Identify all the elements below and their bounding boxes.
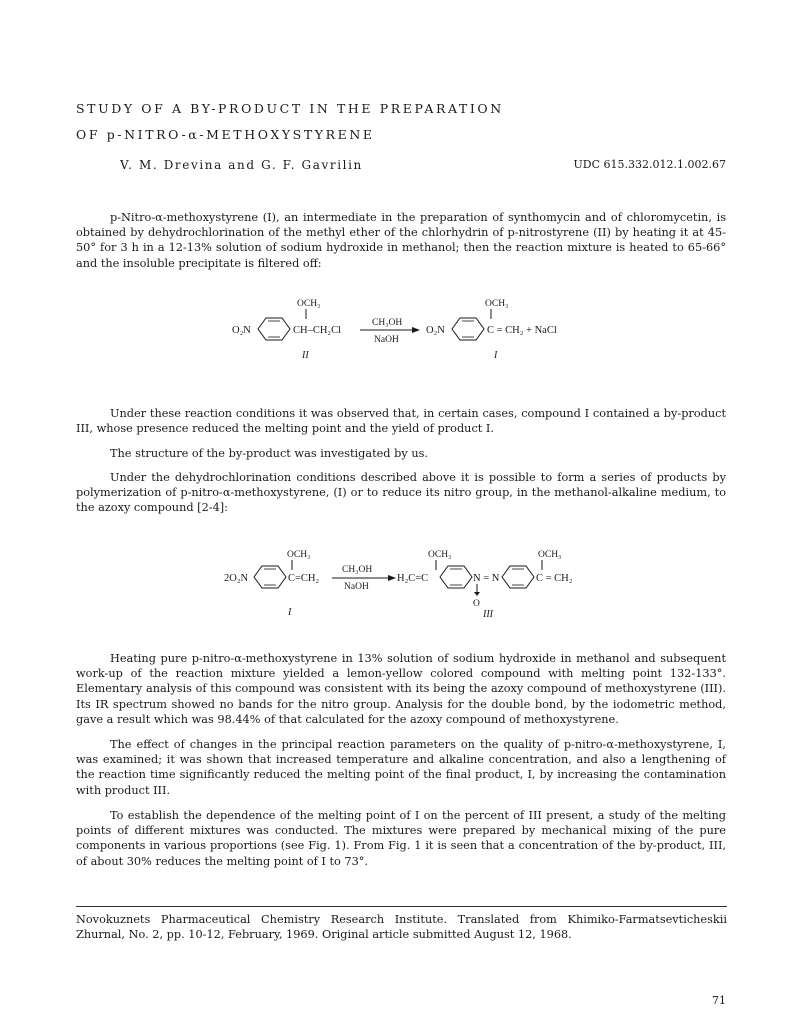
scheme2-label-left: I (288, 607, 292, 618)
scheme2-right-chain: C = CH₂ (536, 573, 573, 584)
scheme2-och3-middle: OCH₃ (428, 550, 452, 560)
scheme2-h2c: H₂C=C (397, 573, 429, 584)
scheme1-och3-right: OCH₃ (485, 299, 509, 309)
paper-title-line-1: STUDY OF A BY-PRODUCT IN THE PREPARATION (76, 101, 504, 116)
scheme1-o2n-right: O₂N (426, 325, 445, 336)
udc-code: UDC 615.332.012.1.002.67 (573, 158, 726, 171)
scheme2-och3-left: OCH₃ (287, 550, 311, 560)
scheme2-och3-right: OCH₃ (538, 550, 562, 560)
scheme2-left-chain: C=CH₂ (288, 573, 320, 584)
scheme2-oxygen: O (473, 599, 480, 609)
scheme2-label-right: III (483, 609, 493, 620)
footnote-divider (76, 906, 727, 907)
paragraph-byproduct: Under these reaction conditions it was observed that, in certain cases, compound I contained a by-product III, whose presence reduced the melting point and the yield of product I. (76, 407, 726, 436)
scheme1-label-right: I (494, 350, 498, 361)
scheme1-reagent-bottom: NaOH (374, 335, 399, 345)
page-number: 71 (712, 994, 726, 1007)
paragraph-melting-point: To establish the dependence of the melting point of I on the percent of III present, a study of the melting points of different mixtures was conducted. The mixtures were prepared by mechanical mixing of the pure components in various proportions (see Fig. 1). From Fig. 1 it is seen that a concentration of the by-product, III, of about 30% reduces the melting point of I to 73°. (76, 809, 726, 868)
scheme1-left-chain: CH–CH₂Cl (293, 325, 342, 336)
paragraph-intro: p-Nitro-α-methoxystyrene (I), an intermediate in the preparation of synthomycin and of chloromycetin, is obtained by dehydrochlorination of the methyl ether of the chlorhydrin of p-nitrostyrene (II) by heating it at 45-50° for 3 h in a 12-13% solution of sodium hydroxide in methanol; then the reaction mixture is heated to 65-66° and the insoluble precipitate is filtered off: (76, 211, 726, 270)
benzene-ring-icon (258, 318, 290, 340)
scheme1-och3-left: OCH₃ (297, 299, 321, 309)
scheme1-reagent-top: CH₃OH (372, 318, 403, 328)
paragraph-structure: The structure of the by-product was investigated by us. (110, 447, 428, 460)
scheme2-reagent-bottom: NaOH (344, 582, 369, 592)
authors: V. M. Drevina and G. F. Gavrilin (120, 158, 363, 172)
paragraph-heating: Heating pure p-nitro-α-methoxystyrene in 13% solution of sodium hydroxide in methanol and subsequent work-up of the reaction mixture yielded a lemon-yellow colored compound with melting point 132-133°. Elementary analysis of this compound was consistent with its being the azoxy compound of methoxystyrene (III). Its IR spectrum showed no bands for the nitro group. Analysis for the double bond, by the iodometric method, gave a result which was 98.44% of that calculated for the azoxy compound of methoxystyrene. (76, 652, 726, 726)
benzene-ring-icon (502, 566, 534, 588)
paragraph-conditions: Under the dehydrochlorination conditions described above it is possible to form a series of products by polymerization of p-nitro-α-methoxystyrene, (I) or to reduce its nitro group, in the methanol-alkaline medium, to the azoxy compound [2-4]: (76, 471, 726, 515)
paper-title-line-2: OF p-NITRO-α-METHOXYSTYRENE (76, 127, 375, 142)
scheme1-right-chain: C = CH₂ + NaCl (487, 325, 557, 336)
scheme1-o2n-left: O₂N (232, 325, 251, 336)
benzene-ring-icon (452, 318, 484, 340)
paragraph-effect: The effect of changes in the principal reaction parameters on the quality of p-nitro-α-methoxystyrene, I, was examined; it was shown that increased temperature and alkaline concentration, and also a lengthening of the reaction time significantly reduced the melting point of the final product, I, by increasing the contamination with product III. (76, 738, 726, 797)
benzene-ring-icon (254, 566, 286, 588)
benzene-ring-icon (440, 566, 472, 588)
scheme2-azoxy: N = N (473, 573, 500, 584)
reaction-scheme-2 (0, 543, 796, 628)
scheme2-reagent-top: CH₃OH (342, 565, 373, 575)
scheme1-label-left: II (302, 350, 309, 361)
reaction-scheme-1 (0, 292, 796, 372)
scheme2-two-o2n: 2O₂N (224, 573, 249, 584)
footnote: Novokuznets Pharmaceutical Chemistry Research Institute. Translated from Khimiko-Farmatsevticheskii Zhurnal, No. 2, pp. 10-12, February, 1969. Original article submitted August 12, 1968. (76, 913, 727, 941)
